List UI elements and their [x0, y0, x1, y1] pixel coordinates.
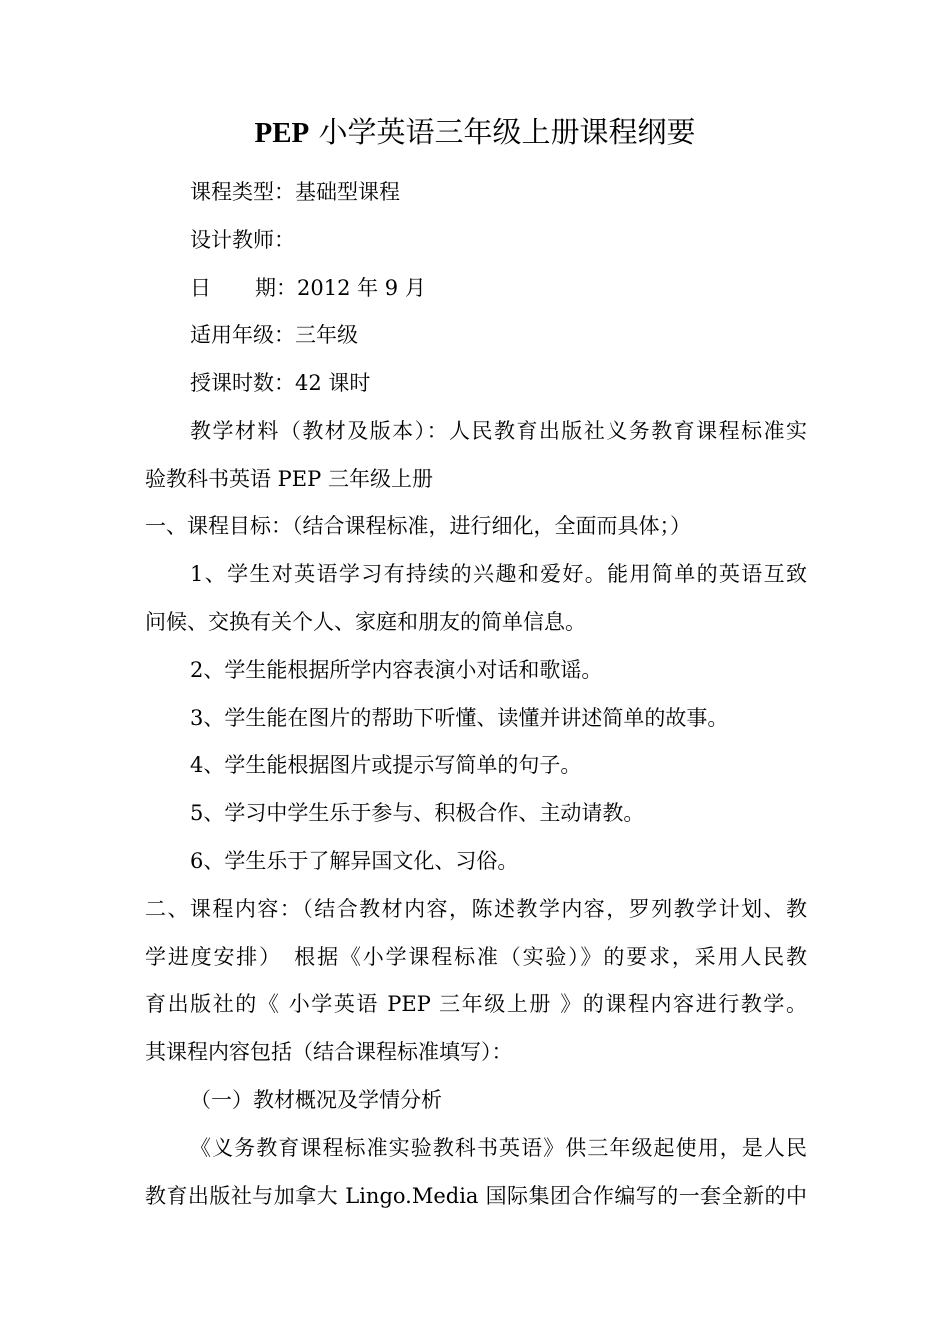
title-text: 小学英语三年级上册课程纲要: [309, 115, 696, 149]
section2-sub-heading: （一）教材概况及学情分析: [190, 1088, 442, 1112]
goal-item-2: 2、学生能根据所学内容表演小对话和歌谣。: [190, 658, 603, 682]
date-label-b: 期：2012 年 9 月: [255, 276, 426, 300]
goal-item-5: 5、学习中学生乐于参与、积极合作、主动请教。: [190, 801, 645, 825]
section2-para-line-2: 教育出版社与加拿大 Lingo.Media 国际集团合作编写的一套全新的中: [145, 1184, 807, 1208]
goal-item-1-line-2: 问候、交换有关个人、家庭和朋友的简单信息。: [145, 610, 586, 634]
page-title: [0, 112, 950, 153]
hours: 授课时数：42 课时: [190, 371, 371, 395]
date-label-a: 日: [190, 276, 211, 300]
materials-line-2: 验教科书英语 PEP 三年级上册: [145, 467, 433, 491]
section2-para-line-1: 《义务教育课程标准实验教科书英语》供三年级起使用，是人民: [190, 1136, 807, 1160]
section2-line-1: 二、课程内容：（结合教材内容，陈述教学内容，罗列教学计划、教: [145, 897, 807, 921]
section2-line-3: 育出版社的《 小学英语 PEP 三年级上册 》的课程内容进行教学。: [145, 992, 807, 1016]
goal-item-4: 4、学生能根据图片或提示写简单的句子。: [190, 753, 582, 777]
title-prefix: PEP: [254, 117, 310, 149]
designer: 设计教师：: [190, 228, 295, 252]
goal-item-1-line-1: 1、学生对英语学习有持续的兴趣和爱好。能用简单的英语互致: [190, 562, 807, 586]
grade: 适用年级：三年级: [190, 323, 358, 347]
date-line: [190, 273, 807, 303]
goal-item-6: 6、学生乐于了解异国文化、习俗。: [190, 849, 519, 873]
section2-line-2: 学进度安排） 根据《小学课程标准（实验）》的要求，采用人民教: [145, 945, 807, 969]
materials-line-1: 教学材料（教材及版本）：人民教育出版社义务教育课程标准实: [190, 419, 807, 443]
course-type: 课程类型：基础型课程: [190, 180, 400, 204]
section2-line-4: 其课程内容包括（结合课程标准填写）：: [145, 1040, 513, 1064]
section1-heading: 一、课程目标：（结合课程标准，进行细化，全面而具体；）: [145, 514, 691, 538]
goal-item-3: 3、学生能在图片的帮助下听懂、读懂并讲述简单的故事。: [190, 706, 729, 730]
